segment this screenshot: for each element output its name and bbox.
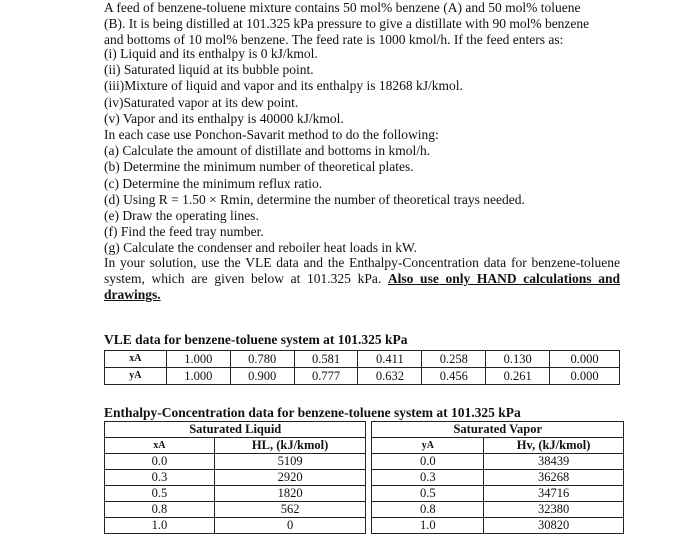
hv-cell: 32380 (484, 502, 624, 518)
vle-y-cell: 0.900 (230, 368, 294, 385)
enthalpy-col-header (105, 438, 624, 454)
solution-emphasis: Also use only HAND calculations and drawings. (104, 271, 620, 303)
hv-cell: 36268 (484, 470, 624, 486)
vle-x-cell: 0.780 (230, 351, 294, 368)
vle-row-y (105, 368, 620, 385)
hv-cell: 38439 (484, 454, 624, 470)
col-ya: yA (372, 438, 484, 454)
intro-line: A feed of benzene-toluene mixture contains 50 mol% benzene (A) and 50 mol% toluene (104, 0, 581, 15)
task-item: (c) Determine the minimum reflux ratio. (104, 175, 323, 191)
table-row (105, 470, 624, 486)
hl-cell: 5109 (214, 454, 366, 470)
vle-x-cell: 1.000 (166, 351, 230, 368)
vle-y-label: yA (105, 368, 167, 385)
vle-x-cell: 0.581 (294, 351, 358, 368)
hl-cell: 2920 (214, 470, 366, 486)
table-row (105, 486, 624, 502)
col-hl: HL, (kJ/kmol) (214, 438, 366, 454)
vle-y-cell: 0.777 (294, 368, 358, 385)
table-row (105, 518, 624, 534)
enthalpy-group-header (105, 422, 624, 438)
vle-row-x (105, 351, 620, 368)
vle-x-cell: 0.000 (550, 351, 620, 368)
xa-cell: 0.3 (105, 470, 215, 486)
hv-cell: 30820 (484, 518, 624, 534)
enthalpy-table (104, 421, 624, 534)
enthalpy-title: Enthalpy-Concentration data for benzene-toluene system at 101.325 kPa (104, 405, 521, 420)
feed-condition: (ii) Saturated liquid at its bubble point. (104, 62, 314, 78)
vle-table (104, 350, 620, 385)
intro-line: (B). It is being distilled at 101.325 kPa pressure to give a distillate with 90 mol% benzene (104, 16, 590, 32)
vle-y-cell: 1.000 (166, 368, 230, 385)
saturated-liquid-header: Saturated Liquid (105, 422, 366, 438)
hv-cell: 34716 (484, 486, 624, 502)
feed-condition: (v) Vapor and its enthalpy is 40000 kJ/kmol. (104, 110, 344, 126)
vle-y-cell: 0.261 (486, 368, 550, 385)
vle-y-cell: 0.000 (550, 368, 620, 385)
task-item: (a) Calculate the amount of distillate and bottoms in kmol/h. (104, 143, 431, 159)
feed-condition: (i) Liquid and its enthalpy is 0 kJ/kmol. (104, 46, 318, 61)
table-row (105, 454, 624, 470)
intro-line: and bottoms of 10 mol% benzene. The feed rate is 1000 kmol/h. If the feed enters as: (104, 32, 564, 48)
xa-cell: 0.8 (105, 502, 215, 518)
conditions-and-tasks (104, 46, 624, 256)
ya-cell: 0.5 (372, 486, 484, 502)
ya-cell: 0.8 (372, 502, 484, 518)
task-item: (f) Find the feed tray number. (104, 224, 264, 240)
xa-cell: 0.5 (105, 486, 215, 502)
task-item: (g) Calculate the condenser and reboiler heat loads in kW. (104, 240, 417, 256)
ya-cell: 0.3 (372, 470, 484, 486)
vle-y-cell: 0.632 (358, 368, 422, 385)
ya-cell: 1.0 (372, 518, 484, 534)
hl-cell: 562 (214, 502, 366, 518)
saturated-vapor-header: Saturated Vapor (372, 422, 624, 438)
col-hv: Hv, (kJ/kmol) (484, 438, 624, 454)
task-intro: In each case use Ponchon-Savarit method to do the following: (104, 126, 439, 142)
task-item: (b) Determine the minimum number of theoretical plates. (104, 159, 414, 175)
vle-x-cell: 0.130 (486, 351, 550, 368)
feed-condition: (iv)Saturated vapor at its dew point. (104, 94, 299, 110)
vle-y-cell: 0.456 (422, 368, 486, 385)
task-item: (d) Using R = 1.50 × Rmin, determine the number of theoretical trays needed. (104, 191, 525, 207)
feed-condition: (iii)Mixture of liquid and vapor and its enthalpy is 18268 kJ/kmol. (104, 78, 463, 94)
hl-cell: 0 (214, 518, 366, 534)
solution-text: In your solution, use the VLE data and the Enthalpy-Concentration data for benzene-toluene system, which are given below at 101.325 kPa. (104, 255, 620, 287)
solution-instructions (104, 255, 620, 304)
vle-title: VLE data for benzene-toluene system at 101.325 kPa (104, 332, 408, 347)
vle-x-cell: 0.258 (422, 351, 486, 368)
task-item: (e) Draw the operating lines. (104, 207, 259, 223)
vle-x-label: xA (105, 351, 167, 368)
ya-cell: 0.0 (372, 454, 484, 470)
vle-x-cell: 0.411 (358, 351, 422, 368)
hl-cell: 1820 (214, 486, 366, 502)
xa-cell: 0.0 (105, 454, 215, 470)
xa-cell: 1.0 (105, 518, 215, 534)
table-row (105, 502, 624, 518)
col-xa: xA (105, 438, 215, 454)
problem-intro (104, 0, 620, 49)
